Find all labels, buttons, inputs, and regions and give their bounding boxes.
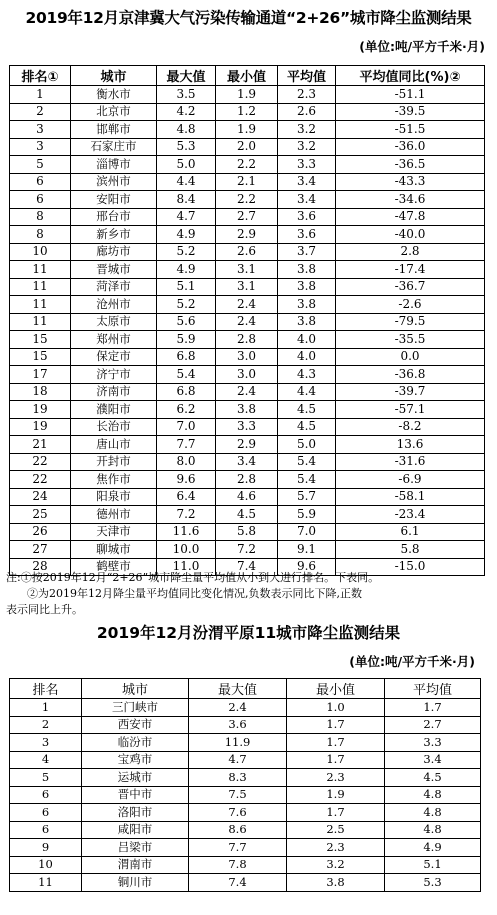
yoy-cell: -6.9 — [336, 471, 485, 489]
table2-unit: (单位:吨/平方千米·月) — [349, 654, 475, 669]
rank-cell: 11 — [10, 261, 71, 279]
rank-cell: 11 — [10, 296, 71, 314]
avg-cell: 3.4 — [278, 173, 336, 191]
city-cell: 运城市 — [82, 769, 189, 787]
max-cell: 4.9 — [157, 261, 216, 279]
yoy-cell: -31.6 — [336, 453, 485, 471]
avg-cell: 4.5 — [278, 418, 336, 436]
table-row — [10, 278, 485, 296]
table-row — [10, 401, 485, 419]
max-cell: 7.2 — [157, 506, 216, 524]
max-cell: 4.7 — [189, 751, 287, 769]
table-row — [10, 453, 485, 471]
rank-cell: 1 — [10, 699, 82, 717]
avg-cell: 5.4 — [278, 471, 336, 489]
table-row — [10, 86, 485, 104]
city-cell: 三门峡市 — [82, 699, 189, 717]
yoy-cell: -47.8 — [336, 208, 485, 226]
city-cell: 安阳市 — [71, 191, 157, 209]
city-cell: 宝鸡市 — [82, 751, 189, 769]
table-row — [10, 874, 481, 892]
col-header-rank: 排名 — [10, 679, 82, 699]
city-cell: 菏泽市 — [71, 278, 157, 296]
min-cell: 3.4 — [216, 453, 278, 471]
city-cell: 沧州市 — [71, 296, 157, 314]
city-cell: 廊坊市 — [71, 243, 157, 261]
max-cell: 5.9 — [157, 331, 216, 349]
rank-cell: 22 — [10, 453, 71, 471]
avg-cell: 5.3 — [385, 874, 481, 892]
city-cell: 衡水市 — [71, 86, 157, 104]
avg-cell: 4.8 — [385, 804, 481, 822]
min-cell: 7.2 — [216, 541, 278, 559]
city-cell: 北京市 — [71, 103, 157, 121]
min-cell: 1.9 — [287, 786, 385, 804]
rank-cell: 21 — [10, 436, 71, 454]
yoy-cell: -40.0 — [336, 226, 485, 244]
city-cell: 保定市 — [71, 348, 157, 366]
table-row — [10, 261, 485, 279]
rank-cell: 15 — [10, 348, 71, 366]
avg-cell: 2.6 — [278, 103, 336, 121]
rank-cell: 17 — [10, 366, 71, 384]
avg-cell: 3.8 — [278, 296, 336, 314]
table-row — [10, 716, 481, 734]
col-header-min: 最小值 — [216, 66, 278, 86]
min-cell: 3.0 — [216, 348, 278, 366]
city-cell: 郑州市 — [71, 331, 157, 349]
min-cell: 3.1 — [216, 278, 278, 296]
avg-cell: 3.8 — [278, 261, 336, 279]
city-cell: 西安市 — [82, 716, 189, 734]
rank-cell: 6 — [10, 191, 71, 209]
rank-cell: 27 — [10, 541, 71, 559]
col-header-city: 城市 — [71, 66, 157, 86]
min-cell: 2.7 — [216, 208, 278, 226]
avg-cell: 5.7 — [278, 488, 336, 506]
max-cell: 9.6 — [157, 471, 216, 489]
min-cell: 2.4 — [216, 383, 278, 401]
col-header-max: 最大值 — [157, 66, 216, 86]
table-row — [10, 173, 485, 191]
table-row — [10, 769, 481, 787]
table-row — [10, 839, 481, 857]
note-line-1: 注:①按2019年12月“2+26”城市降尘量平均值从小到大进行排名。下表同。 — [6, 571, 380, 584]
rank-cell: 6 — [10, 804, 82, 822]
max-cell: 6.4 — [157, 488, 216, 506]
rank-cell: 11 — [10, 874, 82, 892]
avg-cell: 5.0 — [278, 436, 336, 454]
max-cell: 6.2 — [157, 401, 216, 419]
table-row — [10, 821, 481, 839]
min-cell: 2.4 — [216, 296, 278, 314]
max-cell: 7.6 — [189, 804, 287, 822]
max-cell: 7.8 — [189, 856, 287, 874]
min-cell: 5.8 — [216, 523, 278, 541]
max-cell: 7.0 — [157, 418, 216, 436]
table-row — [10, 156, 485, 174]
avg-cell: 3.2 — [278, 138, 336, 156]
yoy-cell: -79.5 — [336, 313, 485, 331]
yoy-cell: -36.8 — [336, 366, 485, 384]
table-row — [10, 804, 481, 822]
max-cell: 8.0 — [157, 453, 216, 471]
max-cell: 7.7 — [157, 436, 216, 454]
max-cell: 4.9 — [157, 226, 216, 244]
yoy-cell: -51.1 — [336, 86, 485, 104]
avg-cell: 5.9 — [278, 506, 336, 524]
avg-cell: 3.6 — [278, 208, 336, 226]
min-cell: 2.2 — [216, 191, 278, 209]
city-cell: 邯郸市 — [71, 121, 157, 139]
yoy-cell: 5.8 — [336, 541, 485, 559]
max-cell: 5.4 — [157, 366, 216, 384]
min-cell: 4.6 — [216, 488, 278, 506]
max-cell: 4.2 — [157, 103, 216, 121]
avg-cell: 3.7 — [278, 243, 336, 261]
table-row — [10, 208, 485, 226]
rank-cell: 3 — [10, 121, 71, 139]
avg-cell: 1.7 — [385, 699, 481, 717]
rank-cell: 8 — [10, 208, 71, 226]
table-row — [10, 313, 485, 331]
table-row — [10, 523, 485, 541]
rank-cell: 26 — [10, 523, 71, 541]
avg-cell: 4.8 — [385, 786, 481, 804]
yoy-cell: -43.3 — [336, 173, 485, 191]
rank-cell: 11 — [10, 313, 71, 331]
city-cell: 阳泉市 — [71, 488, 157, 506]
min-cell: 3.8 — [287, 874, 385, 892]
avg-cell: 3.6 — [278, 226, 336, 244]
min-cell: 1.7 — [287, 804, 385, 822]
rank-cell: 6 — [10, 173, 71, 191]
max-cell: 2.4 — [189, 699, 287, 717]
city-cell: 滨州市 — [71, 173, 157, 191]
avg-cell: 4.8 — [385, 821, 481, 839]
avg-cell: 3.4 — [385, 751, 481, 769]
max-cell: 3.5 — [157, 86, 216, 104]
table-header-row — [10, 679, 481, 699]
table-row — [10, 541, 485, 559]
min-cell: 4.5 — [216, 506, 278, 524]
table-row — [10, 471, 485, 489]
min-cell: 1.9 — [216, 121, 278, 139]
table-row — [10, 734, 481, 752]
min-cell: 2.6 — [216, 243, 278, 261]
city-cell: 石家庄市 — [71, 138, 157, 156]
max-cell: 4.4 — [157, 173, 216, 191]
table-row — [10, 506, 485, 524]
rank-cell: 25 — [10, 506, 71, 524]
avg-cell: 4.5 — [385, 769, 481, 787]
city-cell: 新乡市 — [71, 226, 157, 244]
min-cell: 3.1 — [216, 261, 278, 279]
table-row — [10, 296, 485, 314]
rank-cell: 4 — [10, 751, 82, 769]
city-cell: 聊城市 — [71, 541, 157, 559]
min-cell: 1.0 — [287, 699, 385, 717]
avg-cell: 3.8 — [278, 313, 336, 331]
rank-cell: 6 — [10, 786, 82, 804]
rank-cell: 3 — [10, 734, 82, 752]
table-header-row — [10, 66, 485, 86]
min-cell: 1.9 — [216, 86, 278, 104]
city-cell: 焦作市 — [71, 471, 157, 489]
table-row — [10, 348, 485, 366]
min-cell: 2.4 — [216, 313, 278, 331]
col-header-max: 最大值 — [189, 679, 287, 699]
max-cell: 7.5 — [189, 786, 287, 804]
max-cell: 4.8 — [157, 121, 216, 139]
table-row — [10, 856, 481, 874]
avg-cell: 3.8 — [278, 278, 336, 296]
city-cell: 鹤壁市 — [71, 558, 157, 576]
max-cell: 8.3 — [189, 769, 287, 787]
rank-cell: 28 — [10, 558, 71, 576]
avg-cell: 4.0 — [278, 348, 336, 366]
max-cell: 5.6 — [157, 313, 216, 331]
city-cell: 晋中市 — [82, 786, 189, 804]
rank-cell: 10 — [10, 243, 71, 261]
table-row — [10, 243, 485, 261]
rank-cell: 11 — [10, 278, 71, 296]
rank-cell: 8 — [10, 226, 71, 244]
max-cell: 10.0 — [157, 541, 216, 559]
rank-cell: 6 — [10, 821, 82, 839]
city-cell: 邢台市 — [71, 208, 157, 226]
avg-cell: 9.6 — [278, 558, 336, 576]
yoy-cell: -36.7 — [336, 278, 485, 296]
city-cell: 濮阳市 — [71, 401, 157, 419]
yoy-cell: 13.6 — [336, 436, 485, 454]
min-cell: 2.9 — [216, 226, 278, 244]
rank-cell: 19 — [10, 401, 71, 419]
min-cell: 3.0 — [216, 366, 278, 384]
table2-title: 2019年12月汾渭平原11城市降尘监测结果 — [96, 624, 401, 642]
yoy-cell: -39.7 — [336, 383, 485, 401]
city-cell: 德州市 — [71, 506, 157, 524]
yoy-cell: -58.1 — [336, 488, 485, 506]
min-cell: 2.8 — [216, 331, 278, 349]
max-cell: 6.8 — [157, 348, 216, 366]
rank-cell: 3 — [10, 138, 71, 156]
avg-cell: 3.3 — [278, 156, 336, 174]
max-cell: 11.0 — [157, 558, 216, 576]
yoy-cell: -34.6 — [336, 191, 485, 209]
yoy-cell: -35.5 — [336, 331, 485, 349]
rank-cell: 2 — [10, 103, 71, 121]
avg-cell: 2.3 — [278, 86, 336, 104]
avg-cell: 4.5 — [278, 401, 336, 419]
yoy-cell: -17.4 — [336, 261, 485, 279]
rank-cell: 19 — [10, 418, 71, 436]
yoy-cell: -8.2 — [336, 418, 485, 436]
yoy-cell: -51.5 — [336, 121, 485, 139]
avg-cell: 4.4 — [278, 383, 336, 401]
avg-cell: 4.9 — [385, 839, 481, 857]
table-row — [10, 121, 485, 139]
table-row — [10, 383, 485, 401]
min-cell: 2.9 — [216, 436, 278, 454]
table-row — [10, 751, 481, 769]
rank-cell: 1 — [10, 86, 71, 104]
col-header-avg: 平均值 — [385, 679, 481, 699]
min-cell: 2.3 — [287, 769, 385, 787]
table-row — [10, 226, 485, 244]
max-cell: 11.6 — [157, 523, 216, 541]
note-line-2: ②为2019年12月降尘量平均值同比变化情况,负数表示同比下降,正数 — [27, 587, 362, 600]
col-header-rank: 排名① — [10, 66, 71, 86]
rank-cell: 2 — [10, 716, 82, 734]
min-cell: 1.7 — [287, 734, 385, 752]
min-cell: 1.2 — [216, 103, 278, 121]
rank-cell: 15 — [10, 331, 71, 349]
avg-cell: 3.2 — [278, 121, 336, 139]
city-cell: 临汾市 — [82, 734, 189, 752]
col-header-city: 城市 — [82, 679, 189, 699]
dust-monitoring-table-2plus26 — [9, 65, 485, 576]
yoy-cell: -36.0 — [336, 138, 485, 156]
min-cell: 2.2 — [216, 156, 278, 174]
rank-cell: 5 — [10, 769, 82, 787]
max-cell: 5.3 — [157, 138, 216, 156]
city-cell: 唐山市 — [71, 436, 157, 454]
city-cell: 铜川市 — [82, 874, 189, 892]
table-row — [10, 366, 485, 384]
avg-cell: 4.0 — [278, 331, 336, 349]
city-cell: 咸阳市 — [82, 821, 189, 839]
col-header-avg: 平均值 — [278, 66, 336, 86]
city-cell: 渭南市 — [82, 856, 189, 874]
table1-title: 2019年12月京津冀大气污染传输通道“2+26”城市降尘监测结果 — [25, 9, 472, 27]
max-cell: 11.9 — [189, 734, 287, 752]
table-row — [10, 191, 485, 209]
rank-cell: 5 — [10, 156, 71, 174]
max-cell: 7.4 — [189, 874, 287, 892]
min-cell: 2.5 — [287, 821, 385, 839]
table-row — [10, 103, 485, 121]
table-row — [10, 138, 485, 156]
avg-cell: 3.4 — [278, 191, 336, 209]
rank-cell: 9 — [10, 839, 82, 857]
avg-cell: 2.7 — [385, 716, 481, 734]
max-cell: 3.6 — [189, 716, 287, 734]
min-cell: 3.8 — [216, 401, 278, 419]
min-cell: 2.1 — [216, 173, 278, 191]
yoy-cell: -57.1 — [336, 401, 485, 419]
table-row — [10, 331, 485, 349]
rank-cell: 22 — [10, 471, 71, 489]
min-cell: 2.0 — [216, 138, 278, 156]
yoy-cell: -23.4 — [336, 506, 485, 524]
avg-cell: 3.3 — [385, 734, 481, 752]
city-cell: 开封市 — [71, 453, 157, 471]
city-cell: 济宁市 — [71, 366, 157, 384]
yoy-cell: 2.8 — [336, 243, 485, 261]
rank-cell: 10 — [10, 856, 82, 874]
max-cell: 5.2 — [157, 243, 216, 261]
table-row — [10, 418, 485, 436]
min-cell: 1.7 — [287, 751, 385, 769]
min-cell: 2.3 — [287, 839, 385, 857]
city-cell: 吕梁市 — [82, 839, 189, 857]
avg-cell: 9.1 — [278, 541, 336, 559]
max-cell: 8.6 — [189, 821, 287, 839]
col-header-min: 最小值 — [287, 679, 385, 699]
yoy-cell: 6.1 — [336, 523, 485, 541]
city-cell: 长治市 — [71, 418, 157, 436]
table1-unit: (单位:吨/平方千米·月) — [359, 39, 485, 54]
yoy-cell: -39.5 — [336, 103, 485, 121]
city-cell: 淄博市 — [71, 156, 157, 174]
yoy-cell: -15.0 — [336, 558, 485, 576]
table-row — [10, 786, 481, 804]
max-cell: 5.0 — [157, 156, 216, 174]
rank-cell: 18 — [10, 383, 71, 401]
yoy-cell: 0.0 — [336, 348, 485, 366]
avg-cell: 4.3 — [278, 366, 336, 384]
min-cell: 3.2 — [287, 856, 385, 874]
city-cell: 太原市 — [71, 313, 157, 331]
note-line-3: 表示同比上升。 — [6, 603, 83, 616]
table-row — [10, 488, 485, 506]
max-cell: 4.7 — [157, 208, 216, 226]
min-cell: 3.3 — [216, 418, 278, 436]
city-cell: 晋城市 — [71, 261, 157, 279]
city-cell: 天津市 — [71, 523, 157, 541]
col-header-yoy: 平均值同比(%)② — [336, 66, 485, 86]
city-cell: 济南市 — [71, 383, 157, 401]
dust-monitoring-table-fenwei — [9, 678, 481, 892]
table-row — [10, 436, 485, 454]
min-cell: 2.8 — [216, 471, 278, 489]
table-row — [10, 699, 481, 717]
yoy-cell: -2.6 — [336, 296, 485, 314]
yoy-cell: -36.5 — [336, 156, 485, 174]
min-cell: 7.4 — [216, 558, 278, 576]
avg-cell: 5.4 — [278, 453, 336, 471]
max-cell: 5.1 — [157, 278, 216, 296]
city-cell: 洛阳市 — [82, 804, 189, 822]
min-cell: 1.7 — [287, 716, 385, 734]
max-cell: 6.8 — [157, 383, 216, 401]
max-cell: 8.4 — [157, 191, 216, 209]
rank-cell: 24 — [10, 488, 71, 506]
avg-cell: 5.1 — [385, 856, 481, 874]
avg-cell: 7.0 — [278, 523, 336, 541]
max-cell: 7.7 — [189, 839, 287, 857]
max-cell: 5.2 — [157, 296, 216, 314]
